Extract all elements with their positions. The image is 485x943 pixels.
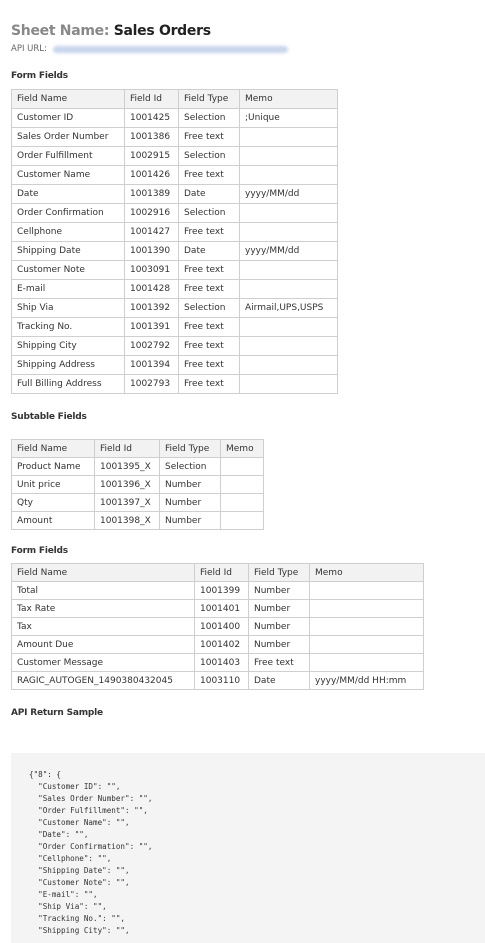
- cell-field-type: Selection: [179, 299, 240, 318]
- form-fields-title-2: Form Fields: [11, 546, 68, 556]
- cell-field-type: Selection: [160, 458, 221, 476]
- cell-field-id: 1001401: [195, 600, 249, 618]
- cell-field-id: 1001399: [195, 582, 249, 600]
- cell-field-id: 1001391: [125, 318, 179, 337]
- cell-field-name: Customer Name: [12, 166, 125, 185]
- form-fields-table: [11, 89, 338, 394]
- cell-field-type: Free text: [249, 654, 310, 672]
- table-row: [12, 223, 338, 242]
- cell-memo: [240, 223, 338, 242]
- cell-memo: [240, 280, 338, 299]
- cell-field-type: Selection: [179, 147, 240, 166]
- table-row: [12, 600, 424, 618]
- api-return-code-block: [11, 753, 485, 943]
- column-header-field-type: Field Type: [179, 90, 240, 109]
- cell-field-id: 1001425: [125, 109, 179, 128]
- cell-memo: [240, 147, 338, 166]
- cell-field-name: Tax Rate: [12, 600, 195, 618]
- cell-field-name: Amount Due: [12, 636, 195, 654]
- table-row: [12, 375, 338, 394]
- cell-field-id: 1001400: [195, 618, 249, 636]
- cell-field-type: Free text: [179, 356, 240, 375]
- sheet-name-label: Sheet Name:: [11, 23, 110, 39]
- column-header-memo: Memo: [310, 564, 424, 582]
- api-return-sample-title: API Return Sample: [11, 708, 103, 718]
- cell-field-id: 1001396_X: [95, 476, 160, 494]
- cell-field-name: Customer ID: [12, 109, 125, 128]
- form-fields-body: [12, 109, 338, 394]
- table-row: [12, 280, 338, 299]
- column-header-field-type: Field Type: [249, 564, 310, 582]
- table-row: [12, 618, 424, 636]
- cell-field-name: Customer Message: [12, 654, 195, 672]
- cell-field-id: 1001403: [195, 654, 249, 672]
- form-fields-title: Form Fields: [11, 71, 68, 81]
- cell-field-id: 1001389: [125, 185, 179, 204]
- form-fields-table-2: [11, 563, 424, 690]
- cell-field-id: 1001392: [125, 299, 179, 318]
- cell-memo: [240, 204, 338, 223]
- cell-field-name: Tracking No.: [12, 318, 125, 337]
- api-url-label: API URL:: [11, 44, 47, 54]
- api-return-code: {"8": { "Customer ID": "", "Sales Order Number": "", "Order Fulfillment": "", "Customer Name": "", "Date": "", "Order Confirmation": "", "Cellphone": "", "Shipping Date": "", "Customer Note": "", "E-mail": "", "Ship Via": "", "Tracking No.": "", "Shipping City": "",: [29, 770, 153, 935]
- cell-memo: [240, 261, 338, 280]
- cell-memo: [240, 337, 338, 356]
- cell-field-type: Free text: [179, 128, 240, 147]
- cell-field-type: Date: [179, 242, 240, 261]
- api-url-redacted-link[interactable]: [53, 46, 288, 53]
- table-row: [12, 204, 338, 223]
- cell-field-name: Tax: [12, 618, 195, 636]
- subtable-fields-table: [11, 439, 264, 530]
- cell-field-type: Number: [160, 494, 221, 512]
- cell-field-id: 1003110: [195, 672, 249, 690]
- cell-field-name: RAGIC_AUTOGEN_1490380432045: [12, 672, 195, 690]
- cell-memo: ;Unique: [240, 109, 338, 128]
- column-header-field-name: Field Name: [12, 564, 195, 582]
- cell-field-type: Free text: [179, 166, 240, 185]
- cell-field-id: 1002916: [125, 204, 179, 223]
- cell-field-id: 1001390: [125, 242, 179, 261]
- cell-memo: [310, 582, 424, 600]
- cell-field-name: Product Name: [12, 458, 95, 476]
- table-header-row: [12, 564, 424, 582]
- cell-field-type: Selection: [179, 204, 240, 223]
- cell-field-name: Shipping Address: [12, 356, 125, 375]
- cell-field-id: 1001427: [125, 223, 179, 242]
- cell-field-id: 1002792: [125, 337, 179, 356]
- table-row: [12, 654, 424, 672]
- cell-memo: [240, 318, 338, 337]
- table-row: [12, 299, 338, 318]
- subtable-fields-title: Subtable Fields: [11, 412, 87, 422]
- cell-field-name: Ship Via: [12, 299, 125, 318]
- cell-field-id: 1001397_X: [95, 494, 160, 512]
- cell-field-name: Cellphone: [12, 223, 125, 242]
- cell-field-name: Shipping Date: [12, 242, 125, 261]
- cell-field-type: Number: [249, 636, 310, 654]
- table-row: [12, 242, 338, 261]
- cell-field-name: Sales Order Number: [12, 128, 125, 147]
- table-row: [12, 356, 338, 375]
- cell-field-name: Customer Note: [12, 261, 125, 280]
- cell-field-type: Free text: [179, 280, 240, 299]
- cell-field-name: E-mail: [12, 280, 125, 299]
- sheet-title: [11, 0, 485, 40]
- cell-field-name: Shipping City: [12, 337, 125, 356]
- cell-field-id: 1001402: [195, 636, 249, 654]
- cell-memo: yyyy/MM/dd: [240, 242, 338, 261]
- cell-memo: yyyy/MM/dd HH:mm: [310, 672, 424, 690]
- table-row: [12, 166, 338, 185]
- table-row: [12, 458, 264, 476]
- table-row: [12, 494, 264, 512]
- table-row: [12, 185, 338, 204]
- cell-field-type: Number: [249, 618, 310, 636]
- cell-field-type: Number: [160, 476, 221, 494]
- cell-memo: [310, 636, 424, 654]
- cell-field-id: 1003091: [125, 261, 179, 280]
- cell-memo: yyyy/MM/dd: [240, 185, 338, 204]
- cell-field-type: Number: [249, 600, 310, 618]
- api-url-row: [11, 43, 485, 55]
- cell-memo: [240, 128, 338, 147]
- cell-field-type: Selection: [179, 109, 240, 128]
- column-header-field-id: Field Id: [125, 90, 179, 109]
- cell-field-id: 1001394: [125, 356, 179, 375]
- table-header-row: [12, 90, 338, 109]
- table-row: [12, 109, 338, 128]
- table-row: [12, 672, 424, 690]
- cell-memo: [221, 494, 264, 512]
- cell-field-type: Free text: [179, 318, 240, 337]
- subtable-fields-body: [12, 458, 264, 530]
- table-row: [12, 318, 338, 337]
- table-row: [12, 337, 338, 356]
- column-header-field-type: Field Type: [160, 440, 221, 458]
- cell-field-name: Total: [12, 582, 195, 600]
- cell-memo: [221, 458, 264, 476]
- cell-field-type: Number: [160, 512, 221, 530]
- table-row: [12, 476, 264, 494]
- cell-field-id: 1001426: [125, 166, 179, 185]
- cell-memo: [240, 356, 338, 375]
- cell-field-type: Free text: [179, 261, 240, 280]
- column-header-memo: Memo: [240, 90, 338, 109]
- cell-field-id: 1002915: [125, 147, 179, 166]
- cell-field-id: 1001428: [125, 280, 179, 299]
- cell-field-type: Free text: [179, 375, 240, 394]
- cell-field-name: Unit price: [12, 476, 95, 494]
- column-header-memo: Memo: [221, 440, 264, 458]
- cell-field-name: Order Confirmation: [12, 204, 125, 223]
- form-fields-body-2: [12, 582, 424, 690]
- cell-field-type: Free text: [179, 337, 240, 356]
- cell-field-type: Free text: [179, 223, 240, 242]
- cell-field-type: Number: [249, 582, 310, 600]
- cell-memo: [240, 166, 338, 185]
- cell-field-name: Amount: [12, 512, 95, 530]
- cell-field-id: 1001386: [125, 128, 179, 147]
- cell-field-type: Date: [179, 185, 240, 204]
- sheet-name-value: Sales Orders: [113, 23, 211, 39]
- cell-field-name: Full Billing Address: [12, 375, 125, 394]
- cell-memo: Airmail,UPS,USPS: [240, 299, 338, 318]
- cell-memo: [221, 476, 264, 494]
- cell-field-name: Qty: [12, 494, 95, 512]
- cell-field-name: Date: [12, 185, 125, 204]
- column-header-field-id: Field Id: [195, 564, 249, 582]
- cell-field-id: 1001398_X: [95, 512, 160, 530]
- cell-field-id: 1002793: [125, 375, 179, 394]
- table-row: [12, 636, 424, 654]
- column-header-field-id: Field Id: [95, 440, 160, 458]
- table-row: [12, 147, 338, 166]
- cell-memo: [310, 654, 424, 672]
- table-header-row: [12, 440, 264, 458]
- column-header-field-name: Field Name: [12, 90, 125, 109]
- cell-field-type: Date: [249, 672, 310, 690]
- cell-memo: [221, 512, 264, 530]
- table-row: [12, 128, 338, 147]
- cell-field-id: 1001395_X: [95, 458, 160, 476]
- table-row: [12, 261, 338, 280]
- cell-memo: [240, 375, 338, 394]
- cell-memo: [310, 600, 424, 618]
- table-row: [12, 512, 264, 530]
- cell-memo: [310, 618, 424, 636]
- table-row: [12, 582, 424, 600]
- cell-field-name: Order Fulfillment: [12, 147, 125, 166]
- column-header-field-name: Field Name: [12, 440, 95, 458]
